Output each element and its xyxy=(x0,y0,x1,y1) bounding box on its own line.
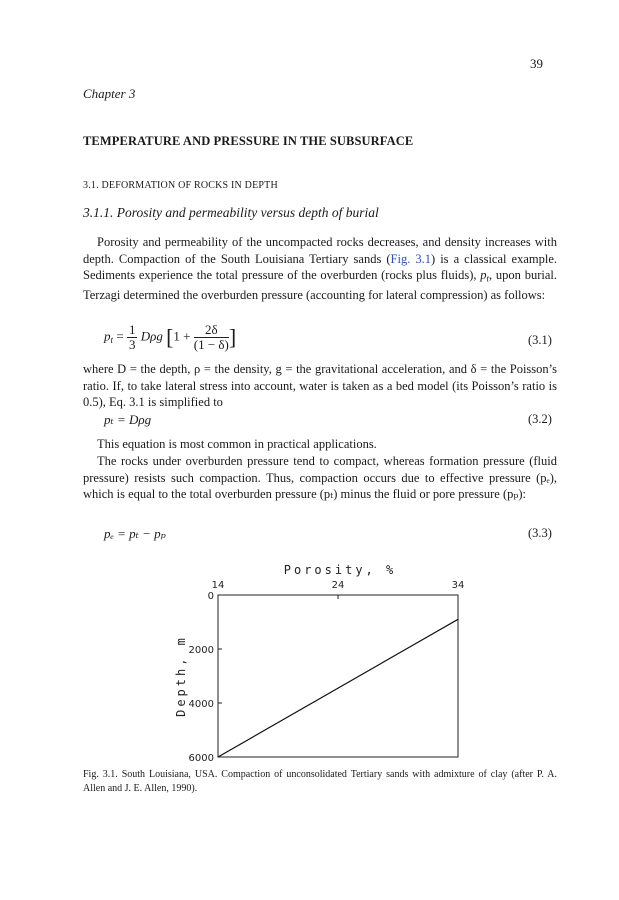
equation-3-3: pₑ = pₜ − pₚ xyxy=(104,526,166,541)
y-tick-label: 6000 xyxy=(188,753,214,764)
equation-3-2-number: (3.2) xyxy=(528,412,552,426)
page-number: 39 xyxy=(530,56,543,71)
plot-frame xyxy=(218,595,458,757)
y-tick-label: 0 xyxy=(207,591,214,602)
equation-3-1: $p_t$ = $\frac{1}{3}$ Dρg [1 + $\frac{2\delta}{(1 - \delta)}$ ] xyxy=(104,322,237,352)
x-tick-label: 14 xyxy=(211,580,225,591)
chart-title: Porosity, % xyxy=(283,563,397,577)
x-tick-label: 24 xyxy=(331,580,345,591)
x-tick-label: 34 xyxy=(451,580,465,591)
equation-3-1-number: (3.1) xyxy=(528,333,552,347)
y-tick-label: 4000 xyxy=(188,699,214,710)
subsection-heading: 3.1.1. Porosity and permeability versus depth of burial xyxy=(83,205,379,220)
paragraph-3: This equation is most common in practical applications. xyxy=(97,437,377,451)
paragraph-2: where D = the depth, ρ = the density, g = the gravitational acceleration, and δ = the Poisson’s ratio. If, to take lateral stress into account, water is taken as a bed model (its Poisson’s ratio is 0.5), Eq. 3.1 is simplified to xyxy=(83,362,557,410)
chapter-title: TEMPERATURE AND PRESSURE IN THE SUBSURFACE xyxy=(83,134,414,148)
equation-3-3-number: (3.3) xyxy=(528,526,552,540)
chapter-label: Chapter 3 xyxy=(83,86,136,101)
paragraph-4: The rocks under overburden pressure tend to compact, whereas formation pressure (fluid pressure) resists such compaction. Thus, compaction occurs due to effective pressure (pₑ), which is equal to the total overburden pressure (pₜ) minus the fluid or pore pressure (pₚ): xyxy=(83,454,557,502)
figure-link[interactable]: Fig. 3.1 xyxy=(390,251,431,266)
compaction-trend-line xyxy=(218,619,458,757)
p1-text-b: ) is a classical example. Sediments experience the total pressure of the overburden (rocks plus fluids), xyxy=(83,251,557,283)
p1-text-a: Porosity and permeability of the uncompacted rocks decreases, and density increases with depth. Compaction of the South Louisiana Tertiary sands ( xyxy=(83,235,557,266)
p1-text-c: upon burial. Terzagi determined the overburden pressure (accounting for lateral compression) as follows: xyxy=(83,268,557,303)
y-axis-label: Depth, m xyxy=(174,635,188,717)
paragraph-1: Porosity and permeability of the uncompacted rocks decreases, and density increases with depth. Compaction of the South Louisiana Tertiary sands (Fig. 3.1) is a classical example. Sediments experience the total pressure of the overburden (rocks plus fluids), $p_t$, upon burial. Terzagi determined the overburden pressure (accounting for lateral compression) as follows: xyxy=(83,235,557,303)
porosity-depth-chart xyxy=(160,560,480,765)
equation-3-2: pₜ = Dρg xyxy=(104,412,152,427)
section-heading: 3.1. DEFORMATION OF ROCKS IN DEPTH xyxy=(83,180,278,191)
y-tick-label: 2000 xyxy=(188,645,214,656)
figure-caption: Fig. 3.1. South Louisiana, USA. Compaction of unconsolidated Tertiary sands with admixture of clay (after P. A. Allen and J. E. Allen, 1990). xyxy=(83,769,557,794)
